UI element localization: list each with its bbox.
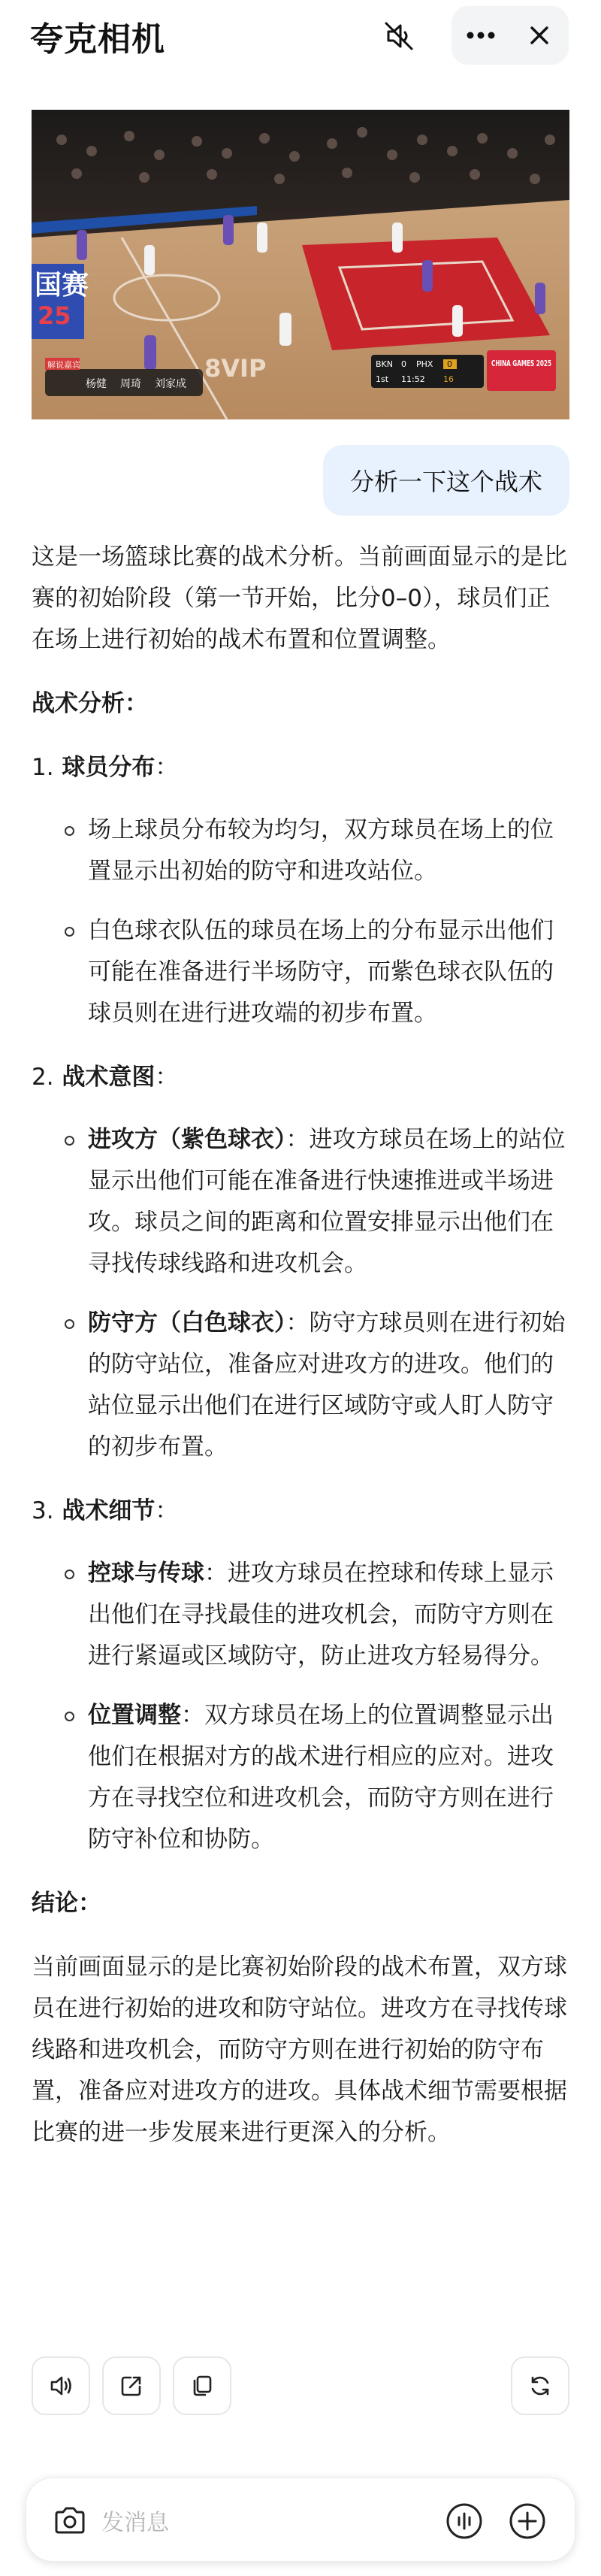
message-input-bar[interactable] bbox=[26, 2478, 575, 2562]
list-item-text: ：防守方球员则在进行初始的防守站位，准备应对进攻方的进攻。他们的站位显示出他们在进行区域防守或人盯人防守的初步布置。 bbox=[88, 1309, 566, 1461]
list-item bbox=[32, 1553, 569, 1677]
read-aloud-icon bbox=[47, 2372, 74, 2399]
games-logo-text: CHINA GAMES 2025 bbox=[491, 359, 551, 368]
list-item-text: ：进攻方球员在控球和传球上显示出他们在寻找最佳的进攻机会，而防守方则在进行紧逼或区域防守，防止进攻方轻易得分。 bbox=[88, 1560, 554, 1669]
bullet-list bbox=[32, 810, 569, 1034]
list-item-bold: 防守方（白色球衣） bbox=[88, 1309, 286, 1336]
list-item-bold: 控球与传球 bbox=[88, 1560, 204, 1587]
top-bar bbox=[0, 0, 601, 75]
window-controls bbox=[452, 6, 569, 65]
game-clock: 11:52 bbox=[401, 374, 425, 384]
team-b: PHX bbox=[416, 359, 433, 369]
voice-button[interactable] bbox=[444, 2501, 485, 2541]
section-title: 战术分析： bbox=[32, 690, 148, 717]
subsection-title: 战术意图 bbox=[62, 1064, 156, 1091]
subsection-number: 3. bbox=[32, 1497, 54, 1524]
mute-button[interactable] bbox=[378, 15, 420, 57]
subsection-number: 2. bbox=[32, 1064, 54, 1091]
regenerate-button[interactable] bbox=[511, 2357, 569, 2415]
list-item-bold: 位置调整 bbox=[88, 1702, 181, 1729]
video-frame[interactable] bbox=[32, 110, 569, 419]
message-input-placeholder[interactable]: 发消息 bbox=[101, 2510, 169, 2536]
regenerate-icon bbox=[527, 2373, 553, 2399]
answer-actions bbox=[32, 2357, 569, 2417]
subsection-number: 1. bbox=[32, 754, 54, 781]
conclusion-text: 当前画面显示的是比赛初始阶段的战术布置，双方球员在进行初始的进攻和防守站位。进攻方在寻找传球线路和进攻机会，而防守方则在进行初始的防守布置，准备应对进攻方的进攻。具体战术细节需要根据比赛的进一步发展来进行更深入的分析。 bbox=[32, 1954, 567, 2146]
assistant-answer bbox=[32, 537, 569, 2154]
camera-icon bbox=[53, 2505, 87, 2535]
subsection-heading bbox=[32, 747, 569, 789]
team-a: BKN bbox=[376, 359, 393, 369]
subsection-title: 球员分布 bbox=[62, 754, 156, 781]
close-icon bbox=[529, 25, 550, 46]
conclusion-title: 结论： bbox=[32, 1890, 101, 1917]
bullet-list bbox=[32, 1553, 569, 1860]
list-item-text: ：进攻方球员在场上的站位显示出他们可能在准备进行快速推进或半场进攻。球员之间的距离和位置安排显示出他们在寻找传球线路和进攻机会。 bbox=[88, 1126, 566, 1277]
copy-button[interactable] bbox=[173, 2357, 231, 2415]
speaker-muted-icon bbox=[382, 20, 415, 53]
subsection-heading bbox=[32, 1491, 569, 1532]
share-button[interactable] bbox=[102, 2357, 161, 2415]
list-item bbox=[32, 1695, 569, 1860]
subsection-colon: ： bbox=[155, 1064, 179, 1091]
voice-icon bbox=[445, 2502, 483, 2540]
subsection-colon: ： bbox=[155, 1497, 179, 1524]
court-banner-text: 国赛 bbox=[35, 270, 89, 301]
court-vip-text: 8VIP bbox=[204, 354, 267, 383]
period: 1st bbox=[376, 374, 389, 384]
user-message-bubble: 分析一下这个战术 bbox=[323, 445, 569, 516]
app-title: 夸克相机 bbox=[30, 20, 165, 59]
bullet-list bbox=[32, 1119, 569, 1468]
score-b: 0 bbox=[447, 359, 452, 369]
share-icon bbox=[119, 2373, 144, 2399]
list-item bbox=[32, 1119, 569, 1285]
read-aloud-button[interactable] bbox=[32, 2357, 90, 2415]
score-a: 0 bbox=[401, 359, 406, 369]
subsection-colon: ： bbox=[155, 754, 179, 781]
subsection-title: 战术细节 bbox=[62, 1497, 156, 1524]
list-item-bold: 进攻方（紫色球衣） bbox=[88, 1126, 286, 1153]
subsection-heading bbox=[32, 1057, 569, 1098]
more-button[interactable] bbox=[452, 6, 510, 65]
list-item: 场上球员分布较为均匀，双方球员在场上的位置显示出初始的防守和进攻站位。 bbox=[32, 810, 569, 892]
list-item: 白色球衣队伍的球员在场上的分布显示出他们可能在准备进行半场防守，而紫色球衣队伍的球员则在进行进攻端的初步布置。 bbox=[32, 910, 569, 1034]
more-dots-icon bbox=[466, 31, 496, 40]
close-button[interactable] bbox=[510, 6, 569, 65]
copy-icon bbox=[189, 2373, 215, 2399]
basketball-court-image bbox=[32, 110, 569, 419]
answer-intro: 这是一场篮球比赛的战术分析。当前画面显示的是比赛的初始阶段（第一节开始，比分0–0），球员们正在场上进行初始的战术布置和位置调整。 bbox=[32, 543, 567, 653]
commentator-name: 杨健 bbox=[86, 378, 107, 390]
list-item bbox=[32, 1303, 569, 1468]
lower-third-tag: 解说嘉宾 bbox=[47, 360, 80, 370]
camera-button[interactable] bbox=[49, 2499, 91, 2541]
commentator-name: 刘家成 bbox=[155, 378, 186, 390]
plus-button[interactable] bbox=[507, 2501, 548, 2541]
shot-clock: 16 bbox=[443, 374, 454, 384]
court-banner-year: 25 bbox=[38, 301, 71, 330]
plus-icon bbox=[509, 2502, 546, 2540]
list-item-text: ：双方球员在场上的位置调整显示出他们在根据对方的战术进行相应的应对。进攻方在寻找空位和进攻机会，而防守方则在进行防守补位和协防。 bbox=[88, 1702, 554, 1853]
commentator-name: 周琦 bbox=[120, 378, 141, 390]
